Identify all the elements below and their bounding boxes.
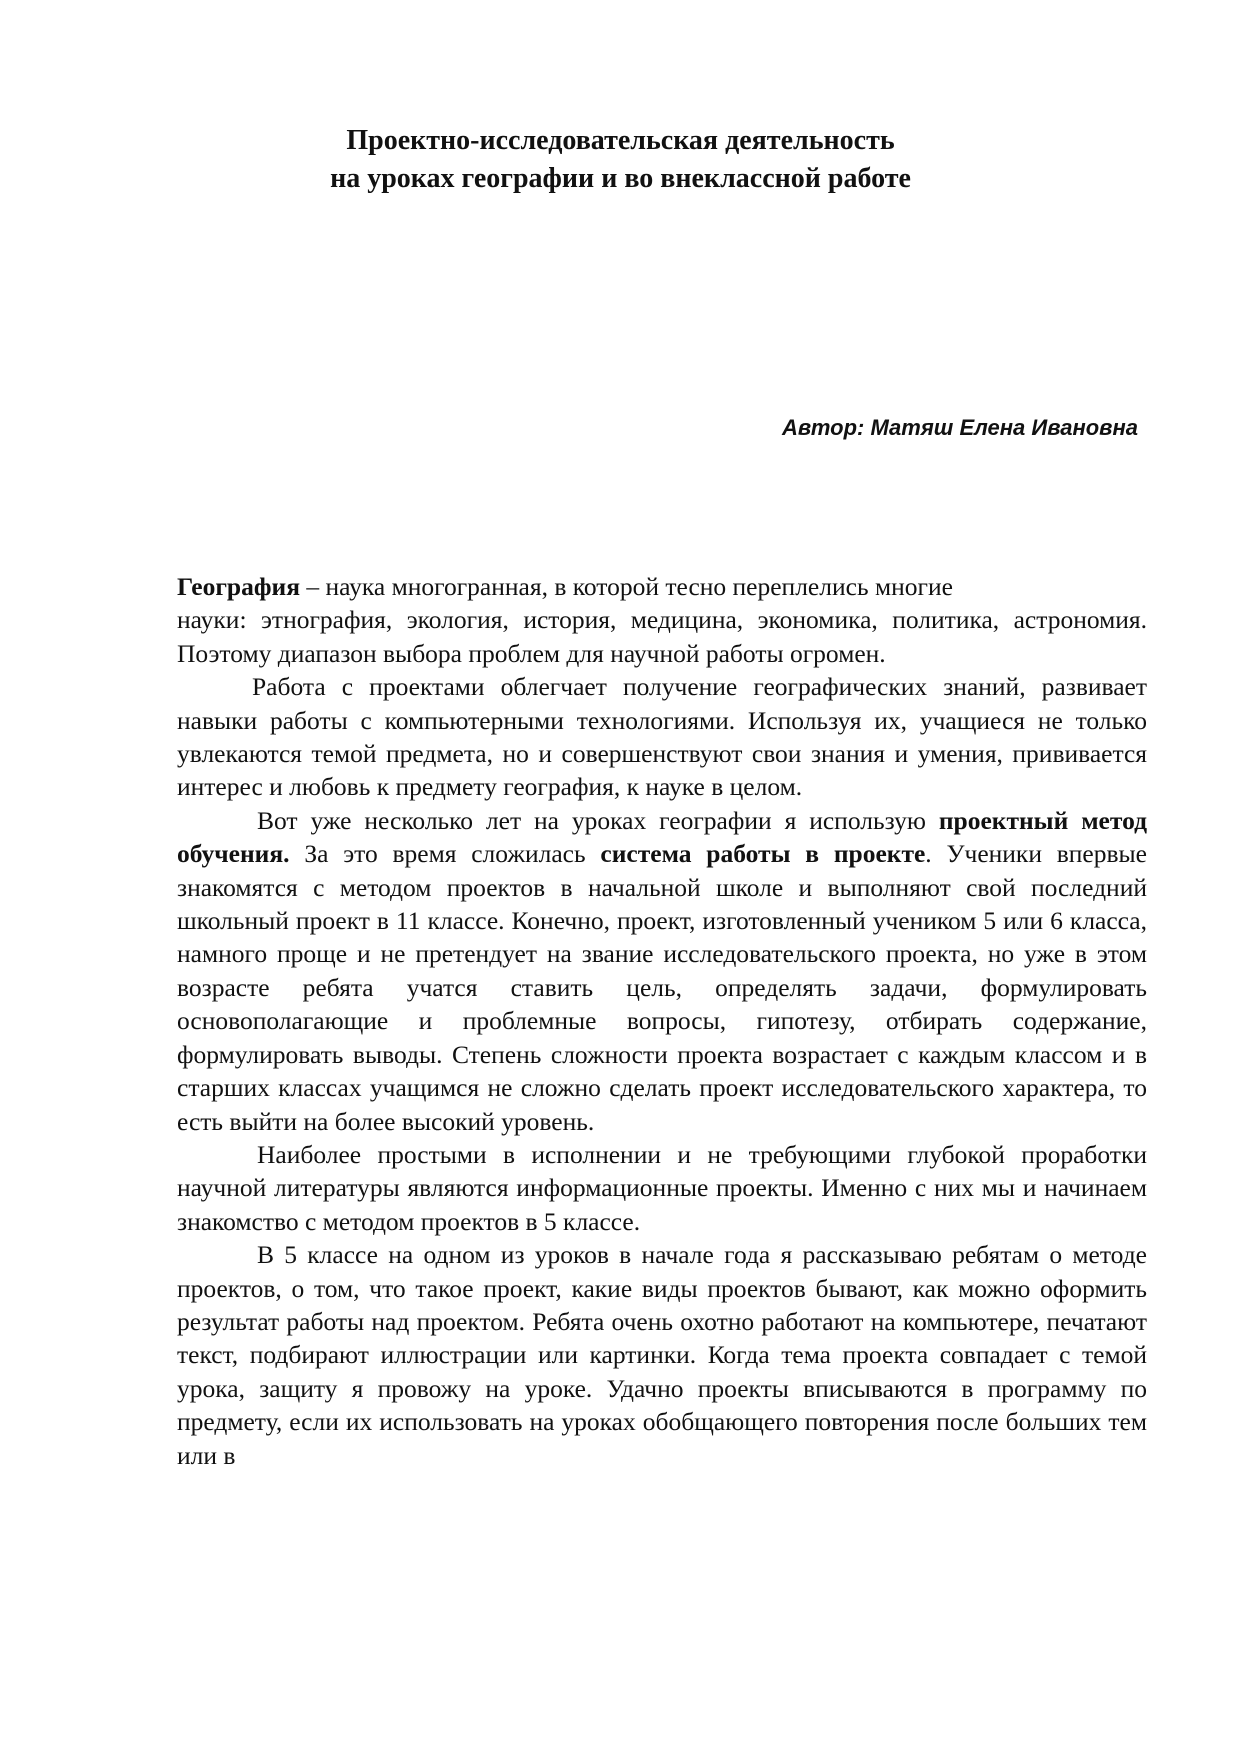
paragraph-2: Работа с проектами облегчает получение географических знаний, развивает навыки работы с компьютерными технологиями. Используя их, учащиеся не только увлекаются темой предмета, но и совершенствуют свои знания и умения, прививается интерес и любовь к предмету география, к науке в целом. <box>177 672 1147 802</box>
term-geography: География <box>177 572 300 601</box>
title-line-2: на уроках географии и во внеклассной работе <box>330 163 911 194</box>
paragraph-3 <box>177 804 1147 1138</box>
paragraph-1-line-1 <box>177 570 1147 603</box>
paragraph-3-part-2: За это время сложилась <box>289 839 601 869</box>
paragraph-3-bold-2: система работы в проекте <box>600 839 926 869</box>
document-body <box>177 570 1147 1472</box>
paragraph-3-bold-1: проектный метод обучения. <box>177 805 1147 869</box>
paragraph-1-line-1-text: – наука многогранная, в которой тесно переплелись многие <box>300 572 953 601</box>
paragraph-3-part-3: . Ученики впервые знакомятся с методом проектов в начальной школе и выполняют свой последний школьный проект в 11 классе. Конечно, проект, изготовленный учеником 5 или 6 класса, намного проще и не претендует на звание исследовательского проекта, но уже в этом возрасте ребята учатся ставить цель, определять задачи, формулировать основополагающие и проблемные вопросы, гипотезу, отбирать содержание, формулировать выводы. Степень сложности проекта возрастает с каждым классом и в старших классах учащимся не сложно сделать проект исследовательского характера, то есть выйти на более высокий уровень. <box>177 839 1147 1136</box>
page-title <box>0 122 1241 198</box>
paragraph-3-part-1: Вот уже несколько лет на уроках географии я использую <box>257 805 939 835</box>
title-line-1: Проектно-исследовательская деятельность <box>346 125 895 156</box>
paragraph-4: Наиболее простыми в исполнении и не требующими глубокой проработки научной литературы являются информационные проекты. Именно с них мы и начинаем знакомство с методом проектов в 5 классе. <box>177 1139 1147 1236</box>
author-line: Автор: Матяш Елена Ивановна <box>781 415 1138 440</box>
paragraph-5: В 5 классе на одном из уроков в начале года я рассказываю ребятам о методе проектов, о том, что такое проект, какие виды проектов бывают, как можно оформить результат работы над проектом. Ребята очень охотно работают на компьютере, печатают текст, подбирают иллюстрации или картинки. Когда тема проекта совпадает с темой урока, защиту я провожу на уроке. Удачно проекты вписываются в программу по предмету, если их использовать на уроках обобщающего повторения после больших тем или в <box>177 1240 1147 1470</box>
paragraph-1: науки: этнография, экология, история, медицина, экономика, политика, астрономия. Поэтому диапазон выбора проблем для научной работы огромен. <box>177 605 1147 668</box>
